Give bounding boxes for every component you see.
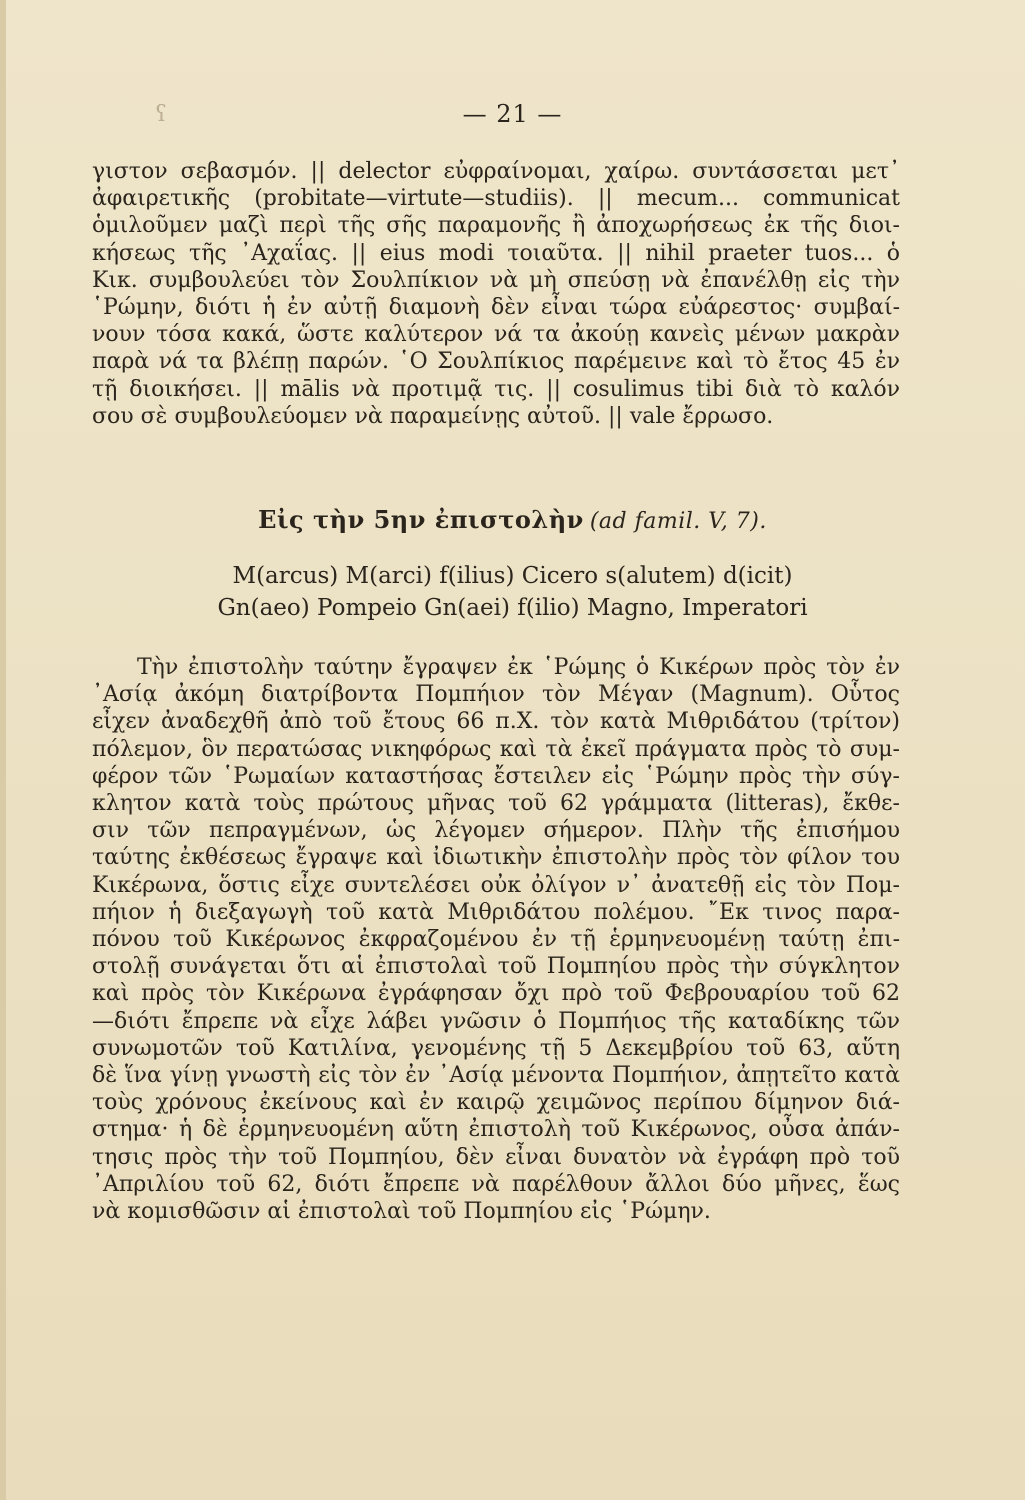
text-line: δὲ ἵνα γίνῃ γνωστὴ εἰς τὸν ἐν ᾿Ασίᾳ μένοντα Πομπήιον, ἀπῃτεῖτο κατὰ [92, 1063, 900, 1089]
text-line: νουν τόσα κακά, ὥστε καλύτερον νά τα ἀκούῃ κανεὶς μένων μακρὰν [92, 322, 900, 348]
text-line: ἀφαιρετικῆς (probitate—virtute—studiis). || mecum... communicat [92, 186, 900, 212]
heading-reference: (ad famil. V, 7). [589, 509, 767, 534]
text-line: ᾿Απριλίου τοῦ 62, διότι ἔπρεπε νὰ παρέλθουν ἄλλοι δύο μῆνες, ἕως [92, 1171, 900, 1197]
text-line: σιν τῶν πεπραγμένων, ὡς λέγομεν σήμερον. Πλὴν τῆς ἐπισήμου [92, 818, 900, 844]
heading-title: Εἰς τὴν 5ην ἐπιστολὴν [258, 505, 584, 534]
text-line: ᾿Ασίᾳ ἀκόμη διατρίβοντα Πομπήιον τὸν Μέγαν (Magnum). Οὗτος [92, 682, 900, 708]
text-line: σου σὲ συμβουλεύομεν νὰ παραμείνῃς αὐτοῦ. || vale ἔρρωσο. [92, 403, 774, 429]
text-line: φέρον τῶν ῾Ρωμαίων καταστήσας ἔστειλεν εἰς ῾Ρώμην πρὸς τὴν σύγ- [92, 763, 900, 789]
salutation-line-2: Gn(aeo) Pompeio Gn(aei) f(ilio) Magno, Imperatori [217, 595, 808, 621]
text-line: Κικ. συμβουλεύει τὸν Σουλπίκιον νὰ μὴ σπεύσῃ νὰ ἐπανέλθῃ εἰς τὴν [92, 267, 900, 293]
paragraph-commentary [92, 158, 900, 430]
salutation-line-1: M(arcus) M(arci) f(ilius) Cicero s(alutem) d(icit) [232, 563, 793, 589]
text-line: ταύτης ἐκθέσεως ἔγραψε καὶ ἰδιωτικὴν ἐπιστολὴν πρὸς τὸν φίλον του [92, 845, 900, 871]
text-line: κλητον κατὰ τοὺς πρώτους μῆνας τοῦ 62 γράμματα (litteras), ἔκθε- [92, 791, 900, 817]
section-heading [0, 505, 1025, 534]
ink-stain-mark: ʕ [155, 102, 167, 127]
text-line: πήιον ἡ διεξαγωγὴ τοῦ κατὰ Μιθριδάτου πολέμου. ῎Εκ τινος παρα- [92, 899, 900, 925]
text-line: γιστον σεβασμόν. || delector εὐφραίνομαι, χαίρω. συντάσσεται μετ᾽ [92, 159, 900, 184]
text-line: ὁμιλοῦμεν μαζὶ περὶ τῆς σῆς παραμονῆς ἢ ἀποχωρήσεως ἐκ τῆς διοι- [92, 213, 900, 239]
text-line: —διότι ἔπρεπε νὰ εἶχε λάβει γνῶσιν ὁ Πομπήιος τῆς καταδίκης τῶν [92, 1008, 900, 1034]
text-line: συνωμοτῶν τοῦ Κατιλίνα, γενομένης τῇ 5 Δεκεμβρίου τοῦ 63, αὕτη [92, 1035, 900, 1061]
text-line: ῾Ρώμην, διότι ἡ ἐν αὐτῇ διαμονὴ δὲν εἶναι τώρα εὐάρεστος· συμβαί- [92, 295, 900, 321]
text-line: πόλεμον, ὃν περατώσας νικηφόρως καὶ τὰ ἐκεῖ πράγματα πρὸς τὸ συμ- [92, 736, 900, 762]
text-line: παρὰ νά τα βλέπῃ παρών. ῾Ο Σουλπίκιος παρέμεινε καὶ τὸ ἔτος 45 ἐν [92, 349, 900, 375]
text-line: τῇ διοικήσει. || mālis νὰ προτιμᾷ τις. || cosulimus tibi διὰ τὸ καλόν [92, 376, 900, 402]
text-line: τησις πρὸς τὴν τοῦ Πομπηίου, δὲν εἶναι δυνατὸν νὰ ἐγράφη πρὸ τοῦ [92, 1144, 900, 1170]
text-line: κήσεως τῆς ᾿Αχαΐας. || eius modi τοιαῦτα. || nihil praeter tuos... ὁ [92, 240, 900, 266]
page-number: — 21 — [462, 100, 563, 128]
page-edge [0, 0, 6, 1500]
text-line: Τὴν ἐπιστολὴν ταύτην ἔγραψεν ἐκ ῾Ρώμης ὁ Κικέρων πρὸς τὸν ἐν [137, 655, 900, 680]
text-line: πόνου τοῦ Κικέρωνος ἐκφραζομένου ἐν τῇ ἑρμηνευομένῃ ταύτῃ ἐπι- [92, 927, 900, 953]
text-line: στημα· ἡ δὲ ἑρμηνευομένη αὕτη ἐπιστολὴ τοῦ Κικέρωνος, οὖσα ἀπάν- [92, 1117, 900, 1143]
text-line: στολῇ συνάγεται ὅτι αἱ ἐπιστολαὶ τοῦ Πομπηίου πρὸς τὴν σύγκλητον [92, 954, 900, 980]
text-line: εἶχεν ἀναδεχθῆ ἀπὸ τοῦ ἔτους 66 π.Χ. τὸν κατὰ Μιθριδάτου (τρίτον) [92, 709, 900, 735]
text-line: τοὺς χρόνους ἐκείνους καὶ ἐν καιρῷ χειμῶνος περίπου δίμηνον διά- [92, 1090, 900, 1116]
text-line: καὶ πρὸς τὸν Κικέρωνα ἐγράφησαν ὄχι πρὸ τοῦ Φεβρουαρίου τοῦ 62 [92, 981, 900, 1007]
text-line: νὰ κομισθῶσιν αἱ ἐπιστολαὶ τοῦ Πομπηίου εἰς ῾Ρώμην. [92, 1199, 711, 1225]
text-line: Κικέρωνα, ὅστις εἶχε συντελέσει οὐκ ὀλίγον ν᾽ ἀνατεθῇ εἰς τὸν Πομ- [92, 872, 900, 898]
paragraph-introduction [92, 654, 900, 1225]
